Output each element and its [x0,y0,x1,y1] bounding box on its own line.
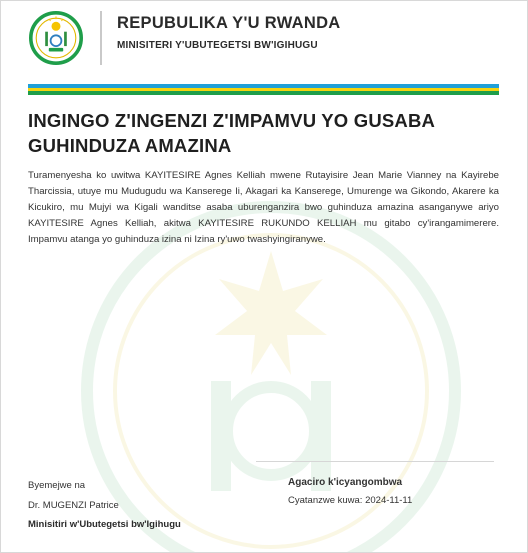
header-divider [100,11,102,65]
validity-label: Agaciro k'icyangombwa [288,477,403,488]
signature-divider [256,461,494,462]
issued-date: Cyatanzwe kuwa: 2024-11-11 [288,495,413,506]
rwanda-coat-of-arms-icon [29,11,83,65]
signer-name: Dr. MUGENZI Patrice [28,500,119,511]
republic-heading: REPUBULIKA Y'U RWANDA [117,14,341,32]
flag-color-band [28,84,499,95]
document-body: Turamenyesha ko uwitwa KAYITESIRE Agnes Kelliah mwene Rutayisire Jean Marie Vianney na Kayirebe Tharcissia, utuye mu Mudugudu wa Kanserege Ii, Akagari ka Kanserege, Umurenge wa Gikondo, Akarere ka Kicukiro, mu Mujyi wa Kigali wanditse asaba uburenganzira bwo guhinduza amazina asanganywe ariyo KAYITESIRE Agnes Kelliah, akitwa KAYITESIRE RUKUNDO KELLIAH mu gitabo cy'irangamimerere. Impamvu atanga yo guhinduza izina ni Izina ry'uwo twashyingiranywe. [28,170,499,245]
approved-by-label: Byemejwe na [28,480,86,491]
flag-stripe-green [28,91,499,95]
signer-title: Minisitiri w'Ubutegetsi bw'Igihugu [28,519,181,530]
document-title: INGINGO Z'INGENZI Z'IMPAMVU YO GUSABA GUHINDUZA AMAZINA [28,110,435,156]
ministry-heading: MINISITERI Y'UBUTEGETSI BW'IGIHUGU [117,40,318,51]
